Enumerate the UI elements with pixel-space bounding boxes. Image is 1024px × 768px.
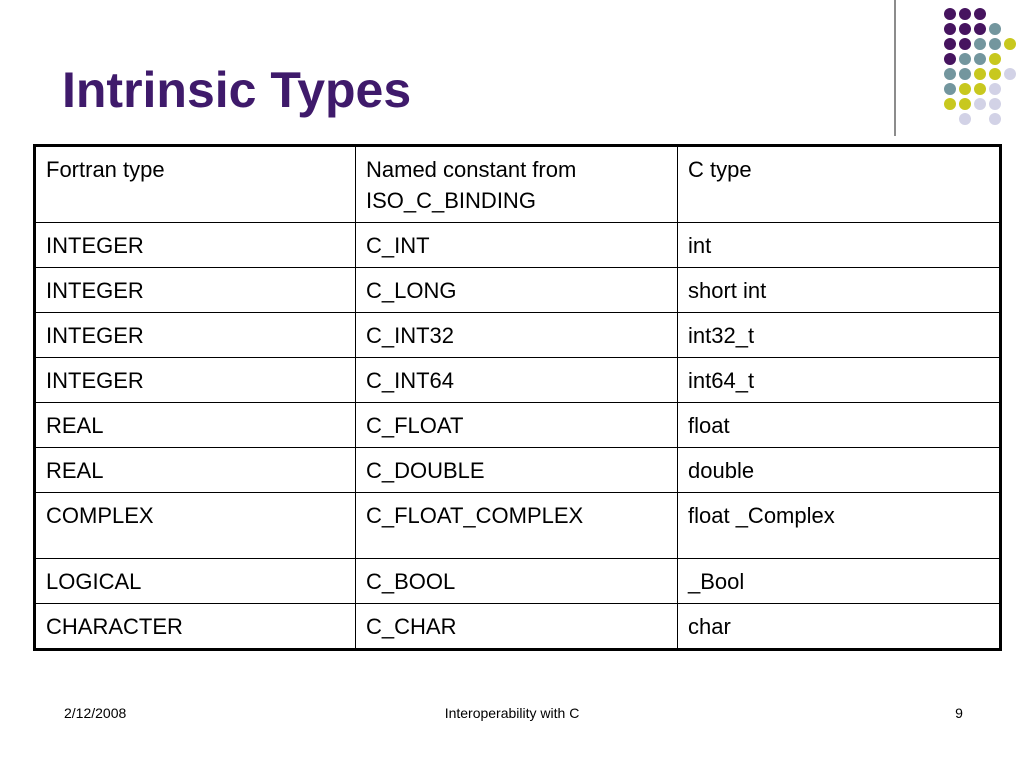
decorative-dot [1004, 38, 1016, 50]
slide-title: Intrinsic Types [62, 62, 412, 118]
cell-c-type: int32_t [678, 313, 1001, 358]
decorative-dot [1004, 68, 1016, 80]
decorative-dot [959, 53, 971, 65]
decorative-dot [944, 8, 956, 20]
cell-c-type: short int [678, 268, 1001, 313]
cell-fortran-type: CHARACTER [35, 604, 356, 650]
decorative-dot [944, 53, 956, 65]
slide-number: 9 [955, 705, 963, 721]
decorative-dot-grid [0, 0, 1024, 140]
decorative-dot [974, 23, 986, 35]
decorative-dot [989, 113, 1001, 125]
decorative-dot [989, 83, 1001, 95]
cell-fortran-type: REAL [35, 403, 356, 448]
cell-c-type: _Bool [678, 559, 1001, 604]
table-header-row [35, 146, 1001, 223]
decorative-dot [944, 38, 956, 50]
decorative-dot [974, 68, 986, 80]
decorative-dot [959, 38, 971, 50]
footer-presentation-title: Interoperability with C [444, 705, 580, 721]
decorative-dot [959, 98, 971, 110]
decorative-dot [959, 113, 971, 125]
decorative-dot [959, 8, 971, 20]
cell-fortran-type: INTEGER [35, 223, 356, 268]
cell-named-constant: C_CHAR [356, 604, 678, 650]
decorative-dot [989, 68, 1001, 80]
decorative-dot [974, 98, 986, 110]
cell-named-constant: C_DOUBLE [356, 448, 678, 493]
decorative-dot [989, 53, 1001, 65]
cell-named-constant: C_BOOL [356, 559, 678, 604]
decorative-dot [974, 8, 986, 20]
cell-c-type: float [678, 403, 1001, 448]
header-c-type: C type [678, 146, 1001, 223]
table-row [35, 559, 1001, 604]
decorative-dot [944, 68, 956, 80]
cell-c-type: int [678, 223, 1001, 268]
cell-named-constant: C_INT64 [356, 358, 678, 403]
table-row [35, 604, 1001, 650]
cell-fortran-type: INTEGER [35, 268, 356, 313]
table-row [35, 268, 1001, 313]
cell-c-type: double [678, 448, 1001, 493]
cell-c-type: int64_t [678, 358, 1001, 403]
cell-named-constant: C_LONG [356, 268, 678, 313]
table-row [35, 313, 1001, 358]
table-row [35, 223, 1001, 268]
cell-fortran-type: INTEGER [35, 358, 356, 403]
cell-named-constant: C_FLOAT_COMPLEX [356, 493, 678, 559]
cell-fortran-type: LOGICAL [35, 559, 356, 604]
footer-date: 2/12/2008 [64, 705, 127, 721]
decorative-dot [944, 98, 956, 110]
decorative-dot [959, 68, 971, 80]
decorative-dot [959, 23, 971, 35]
table-row [35, 403, 1001, 448]
decorative-dot [944, 83, 956, 95]
intrinsic-types-table [33, 144, 1002, 651]
cell-named-constant: C_INT [356, 223, 678, 268]
decorative-dot [974, 53, 986, 65]
cell-c-type: char [678, 604, 1001, 650]
decorative-dot [989, 23, 1001, 35]
cell-fortran-type: COMPLEX [35, 493, 356, 559]
table-row [35, 448, 1001, 493]
decorative-dot [974, 38, 986, 50]
decorative-dot [944, 23, 956, 35]
decorative-dot [989, 38, 1001, 50]
decorative-dot [989, 98, 1001, 110]
table-row [35, 358, 1001, 403]
cell-fortran-type: INTEGER [35, 313, 356, 358]
table-row [35, 493, 1001, 559]
decorative-dot [959, 83, 971, 95]
decorative-dot [974, 83, 986, 95]
cell-fortran-type: REAL [35, 448, 356, 493]
cell-c-type: float _Complex [678, 493, 1001, 559]
cell-named-constant: C_INT32 [356, 313, 678, 358]
header-fortran-type: Fortran type [35, 146, 356, 223]
cell-named-constant: C_FLOAT [356, 403, 678, 448]
header-named-constant: Named constant from ISO_C_BINDING [356, 146, 678, 223]
